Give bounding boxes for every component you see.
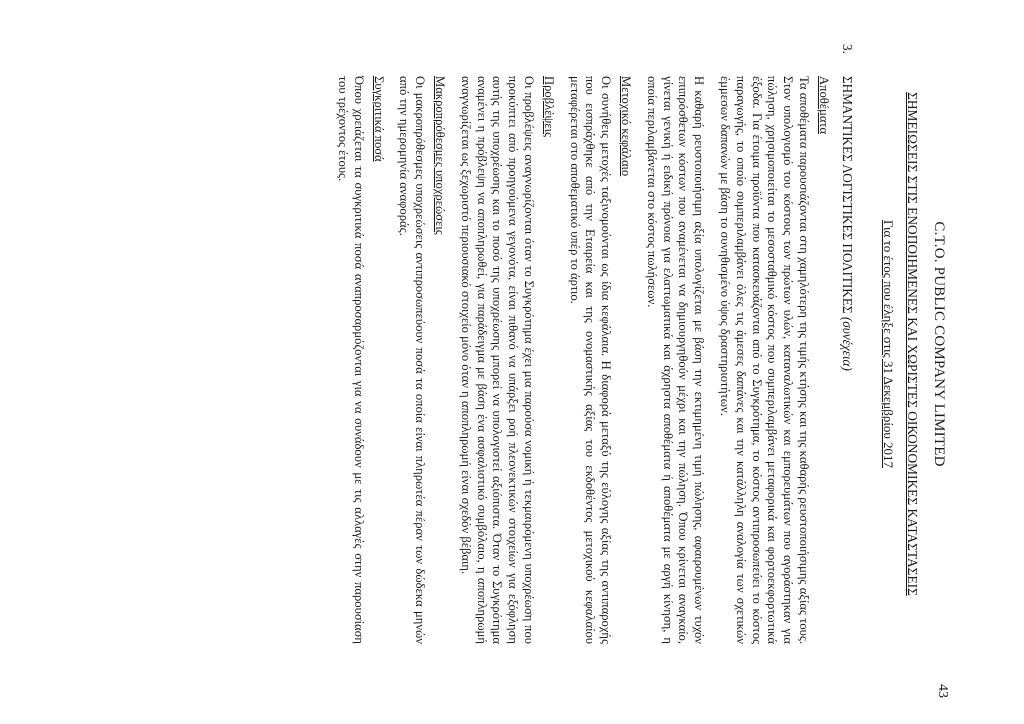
subsection-heading-comparatives: Συγκριτικά ποσά [371,76,386,162]
section-title: ΣΗΜΑΝΤΙΚΕΣ ΛΟΓΙΣΤΙΚΕΣ ΠΟΛΙΤΙΚΕΣ [839,76,855,314]
paragraph: Η καθαρή ρευστοποιήσιμη αξία υπολογίζεται με βάση την εκτιμημένη τιμή πώλησης, αφαιρουμένων τυχόν επιπρόσθετων κόστων που αναμένεται να δημιουργηθούν μέχρι και την πώληση. Όπου κρίνεται αναγκαίο, γίνεται γενική ή ειδική πρόνοια για ελαττωματικά και άχρηστα αποθέματα ή αποθέματα με αργή κίνηση, η οποία περιλαμβάνεται στο κόστος πωλήσεων. [644,76,707,644]
paragraph: Τα αποθέματα παρουσιάζονται στη χαμηλότερη της τιμής κτήσης και της καθαρής ρευστοποιήσιμης αξίας τους. Στον υπολογισμό του κόστους των πρώτων υλών, καταναλωτικών και εμπορευμάτων που αγοράστηκαν για πώληση, χρησιμοποιείται το μεσοσταθμικό κόστος που συμπεριλαμβάνει μεταφορικά και φορτοεκφορτωτικά έξοδα. Για έτοιμα προϊόντα που κατασκευάζονται από το Συγκρότημα, το κόστος αντιπροσωπεύει το κόστος παραγωγής, το οποίο συμπεριλαμβάνει όλες τις άμεσες δαπάνες και την κατάλληλη αναλογία των σχετικών έμμεσων δαπανών με βάση το συνηθισμένο ύψος δραστηριοτήτων. [718,76,812,644]
paragraph: Οι μακροπρόθεσμες υποχρεώσεις αντιπροσωπεύουν ποσά τα οποία είναι πληρωτέα πέραν των δώδεκα μηνών από την ημερομηνία αναφοράς. [397,76,428,644]
section-heading [839,44,855,644]
subsection-heading-provisions: Προβλέψεις [541,76,556,138]
section-number: 3. [839,44,855,54]
subsection-heading-long-term-liabilities: Μακροπρόθεσμες υποχρεώσεις [433,76,448,235]
subsection-heading-inventories: Αποθέματα [816,76,831,135]
reporting-period: Για το έτος που έληξε στις 31 Δεκεμβρίου 2017 [881,219,897,469]
company-name: C.T.O. PUBLIC COMPANY LIMITED [931,221,947,467]
paragraph: Όπου χρειάζεται τα συγκριτικά ποσά αναπροσαρμόζονται για να συνάδουν με τις αλλαγές στην παρουσίαση του τρέχοντος έτους. [336,76,366,644]
section-continued: (συνέχεια) [839,316,855,371]
paragraph: Οι προβλέψεις αναγνωρίζονται όταν το Συγκρότημα έχει μια παρούσα νομική ή τεκμαιρόμενη υποχρέωση που προκύπτει από προηγούμενα γεγονότα, είναι πιθανό να υπάρξει ροή πλεονεκτικών στοιχείων για εξόφληση αυτής της υποχρέωσης και το ποσό της υποχρέωσης μπορεί να υπολογιστεί αξιόπιστα. Όταν το Συγκρότημα αναμένει η πρόβλεψη να αποπληρωθεί, για παράδειγμα με βάση ένα ασφαλιστικό συμβόλαιο, η αποπληρωμή αναγνωρίζεται ως ξεχωριστό περιουσιακό στοιχείο μόνο όταν η αποπληρωμή είναι σχεδόν βέβαιη. [458,76,537,644]
subsection-heading-share-capital: Μετοχικό κεφάλαιο [619,76,634,177]
document-title: ΣΗΜΕΙΩΣΕΙΣ ΣΤΙΣ ΕΝΟΠΟΙΗΜΕΝΕΣ ΚΑΙ ΧΩΡΙΣΤΕΣ ΟΙΚΟΝΟΜΙΚΕΣ ΚΑΤΑΣΤΑΣΕΙΣ [905,92,921,596]
section-title-wrap [839,76,855,371]
paragraph: Οι συνήθεις μετοχές ταξινομούνται ως ίδια κεφάλαια. Η διαφορά μεταξύ της εύλογης αξίας της αντιπαροχής που εισπράχθηκε από την Εταιρεία και της ονομαστικής αξίας του εκδοθέντος μετοχικού κεφαλαίου μεταφέρεται στο αποθεματικό υπέρ το άρτιο. [567,76,614,644]
page-number: 43 [935,684,950,698]
